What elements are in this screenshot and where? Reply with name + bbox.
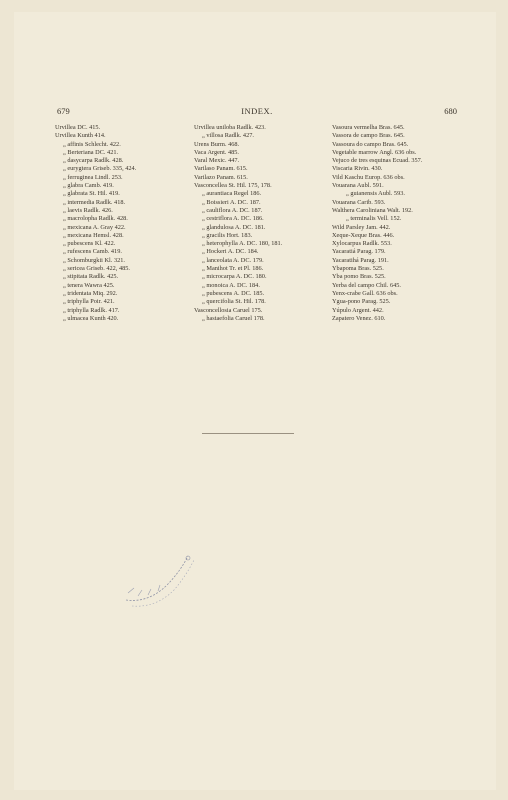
index-column-3 <box>332 124 472 323</box>
index-entry: „ terminalis Vell. 152. <box>346 215 402 223</box>
index-entry: „ Boissieri A. DC. 187. <box>202 198 261 206</box>
index-entry: „ Schomburgkii Kl. 321. <box>63 256 125 264</box>
index-entry: Yba pomo Bras. 525. <box>332 273 386 281</box>
page-title: INDEX. <box>241 106 273 116</box>
index-entry: „ glabrata St. Hil. 419. <box>63 190 120 198</box>
index-entry: „ dasycarpa Radlk. 428. <box>63 157 124 165</box>
index-entry: „ macrolopha Radlk. 428. <box>63 215 128 223</box>
index-entry: Vasconcellosia Caruel 175. <box>194 306 263 314</box>
index-entry: „ Manihot Tr. et Pl. 186. <box>202 265 264 273</box>
index-entry: „ triphylla Radlk. 417. <box>63 306 120 314</box>
page-number-right: 680 <box>444 106 457 116</box>
page-header <box>57 106 457 118</box>
index-entry: Vegetable marrow Angl. 636 obs. <box>332 148 417 156</box>
index-entry: Zapatero Venez. 610. <box>332 314 386 322</box>
index-entry: Varilazo Panam. 615. <box>194 173 248 181</box>
index-entry: „ aurantiaca Regel 186. <box>202 190 262 198</box>
index-entry: Yerba del campo Chil. 645. <box>332 281 401 289</box>
index-entry: Urvillea uniloba Radlk. 423. <box>194 124 266 131</box>
page-number-left: 679 <box>57 106 70 116</box>
index-entry: Yenx-crabe Gall. 636 obs. <box>332 289 398 297</box>
index-entry: „ tridentata Miq. 292. <box>63 289 118 297</box>
index-entry: „ hastaefolia Caruel 178. <box>202 314 265 322</box>
library-stamp-icon <box>118 548 198 608</box>
index-entry: „ intermedia Radlk. 418. <box>63 198 126 206</box>
index-entry: Xeque-Xeque Bras. 446. <box>332 231 395 239</box>
index-entry: „ guianensis Aubl. 593. <box>346 190 405 198</box>
index-entry: „ laevis Radlk. 426. <box>63 206 113 214</box>
index-entry: Vasconcellea St. Hil. 175, 178. <box>194 182 272 190</box>
index-entry: „ Hockeri A. DC. 184. <box>202 248 259 256</box>
index-entry: Yacaratiá Parag. 179. <box>332 248 386 256</box>
index-entry: Walthera Caroliniana Walt. 192. <box>332 206 413 214</box>
index-entry: Vild Kaschu Europ. 636 obs. <box>332 173 405 181</box>
index-entry: „ heterophylla A. DC. 180, 181. <box>202 240 283 248</box>
index-entry: Vouarana Aubl. 591. <box>332 182 384 190</box>
index-entry: „ gracilis Hort. 183. <box>202 231 253 239</box>
index-entry: Ybapoma Bras. 525. <box>332 265 384 273</box>
index-entry: „ pubescens A. DC. 185. <box>202 289 265 297</box>
index-entry: „ ulmacea Kunth 420. <box>63 314 119 322</box>
index-entry: „ cauliflora A. DC. 187. <box>202 206 263 214</box>
index-entry: Urvillea DC. 415. <box>55 124 101 131</box>
index-entry: „ Berteriana DC. 421. <box>63 148 119 156</box>
index-entry: „ rufescens Camb. 419. <box>63 248 122 256</box>
index-entry: „ tenera Wawra 425. <box>63 281 115 289</box>
index-entry: Ygua-pono Parag. 525. <box>332 298 391 306</box>
index-entry: Vouarana Carib. 593. <box>332 198 386 206</box>
index-entry: „ eurygtera Griseb. 335, 424. <box>63 165 137 173</box>
index-entry: Urens Burm. 468. <box>194 140 240 148</box>
index-entry: Vasoura vermelha Bras. 645. <box>332 124 405 131</box>
index-entry: „ triphylla Poir. 421. <box>63 298 115 306</box>
index-entry: „ mexicana A. Gray 422. <box>63 223 126 231</box>
index-entry: Viscaria Rivin. 430. <box>332 165 383 173</box>
index-entry: „ monoica A. DC. 184. <box>202 281 260 289</box>
index-entry: „ villosa Radlk. 427. <box>202 132 254 140</box>
index-entry: Yacaratihá Parag. 191. <box>332 256 389 264</box>
index-entry: „ affinis Schlecht. 422. <box>63 140 121 148</box>
index-entry: „ microcarpa A. DC. 180. <box>202 273 267 281</box>
index-entry: „ sericea Griseb. 422, 485. <box>63 265 130 273</box>
end-rule <box>202 433 294 434</box>
index-entry: „ lanceolata A. DC. 179. <box>202 256 264 264</box>
index-entry: „ pubescens Kl. 422. <box>63 240 116 248</box>
index-entry: „ quercifolia St. Hil. 178. <box>202 298 266 306</box>
index-entry: „ cestriflora A. DC. 186. <box>202 215 264 223</box>
index-column-1 <box>55 124 190 323</box>
index-entry: Urvillea Kunth 414. <box>55 132 106 140</box>
index-entry: Varal Mexic. 447. <box>194 157 240 165</box>
index-entry: Varilaso Panam. 615. <box>194 165 248 173</box>
index-entry: Yúpulo Argent. 442. <box>332 306 384 314</box>
index-column-2 <box>194 124 334 323</box>
index-entry: Xylocarpus Radlk. 553. <box>332 240 392 248</box>
index-entry: „ mexicana Hemsl. 428. <box>63 231 124 239</box>
index-entry: „ glandulosa A. DC. 181. <box>202 223 266 231</box>
index-entry: „ stipitata Radlk. 425. <box>63 273 119 281</box>
index-entry: Vassora de campo Bras. 645. <box>332 132 405 140</box>
index-entry: „ ferruginea Lindl. 253. <box>63 173 123 181</box>
index-entry: Wild Parsley Jam. 442. <box>332 223 391 231</box>
index-entry: Vejuco de tres esquinas Ecuad. 357. <box>332 157 423 165</box>
index-entry: Vaca Argent. 485. <box>194 148 239 156</box>
index-entry: Vassoura do campo Bras. 645. <box>332 140 409 148</box>
index-entry: „ glabra Camb. 419. <box>63 182 114 190</box>
